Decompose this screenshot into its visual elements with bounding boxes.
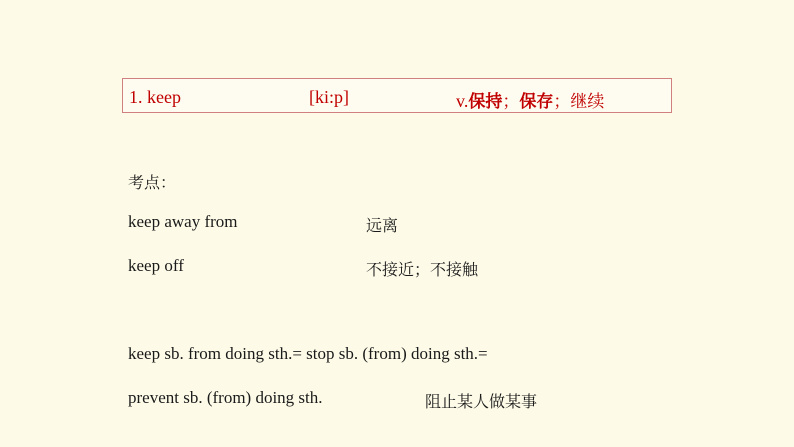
word-entry-meaning-3: 继续 — [570, 92, 605, 112]
phrase-1-cn: 远离 — [366, 216, 399, 235]
word-entry-definition — [456, 87, 604, 112]
word-entry-meaning-1: 保持 — [468, 92, 503, 112]
phrase-1-en: keep away from — [128, 212, 238, 231]
word-entry-pos: v. — [456, 91, 469, 111]
structure-line-2: prevent sb. (from) doing sth. — [128, 388, 323, 407]
word-entry-sep-2: ； — [553, 92, 571, 112]
structure-line-1: keep sb. from doing sth.= stop sb. (from) doing sth.= — [128, 344, 488, 363]
word-entry-sep-1: ； — [502, 92, 520, 112]
phrase-2-cn: 不接近；不接触 — [366, 260, 479, 279]
points-heading: 考点： — [128, 173, 177, 192]
word-entry-box — [122, 78, 672, 113]
word-entry-word: 1. keep — [129, 87, 181, 107]
phrase-2-en: keep off — [128, 256, 184, 275]
word-entry-phonetic: [ki:p] — [309, 87, 349, 107]
word-entry-meaning-2: 保存 — [519, 92, 554, 112]
structure-cn: 阻止某人做某事 — [425, 392, 538, 411]
